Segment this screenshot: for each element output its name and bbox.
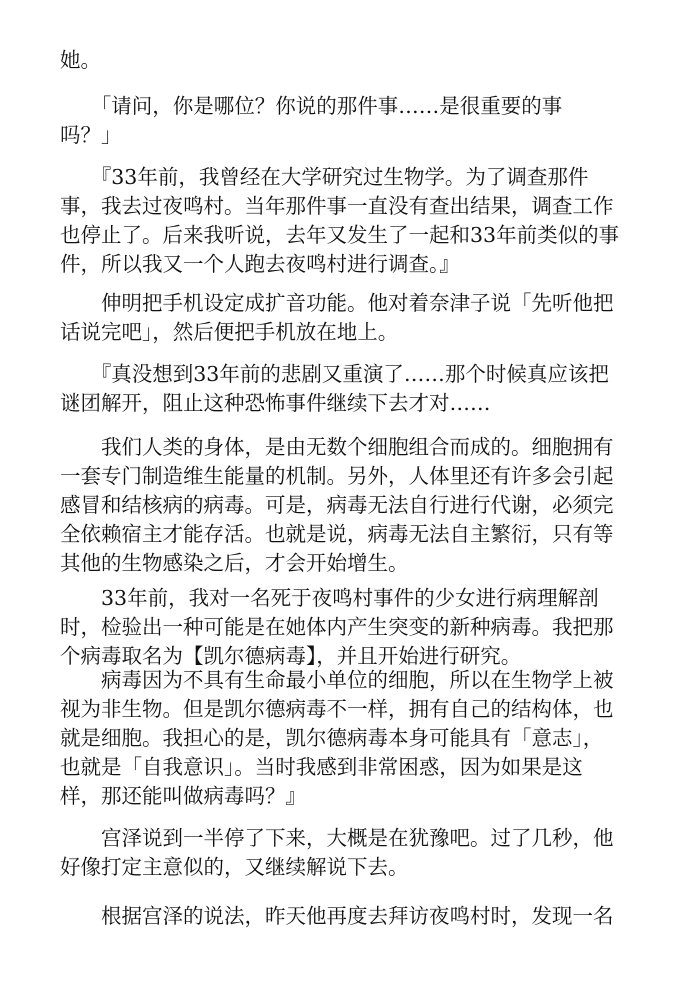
- text-line: 个病毒取名为【凯尔德病毒】，并且开始进行研究。: [60, 644, 522, 668]
- text-line: 谜团解开，阻止这种恐怖事件继续下去才对……: [60, 391, 491, 415]
- paragraph: [60, 360, 640, 418]
- text-line: 一套专门制造维生能量的机制。另外，人体里还有许多会引起: [60, 464, 614, 488]
- text-line: 宫泽说到一半停了下来，大概是在犹豫吧。过了几秒，他: [60, 826, 614, 850]
- text-line: 她。: [60, 48, 101, 72]
- text-line: 33年前，我对一名死于夜鸣村事件的少女进行病理解剖: [60, 586, 599, 610]
- text-line: 我们人类的身体，是由无数个细胞组合而成的。细胞拥有: [60, 435, 614, 459]
- text-line: 视为非生物。但是凯尔德病毒不一样，拥有自己的结构体，也: [60, 697, 614, 721]
- paragraph: [60, 584, 640, 671]
- text-line: 也就是「自我意识」。当时我感到非常困惑，因为如果是这: [60, 755, 583, 779]
- paragraph: [60, 46, 640, 75]
- text-line: 时，检验出一种可能是在她体内产生突变的新种病毒。我把那: [60, 615, 614, 639]
- paragraph: [60, 666, 640, 811]
- text-line: 话说完吧」，然后便把手机放在地上。: [60, 320, 399, 344]
- paragraph: [60, 902, 640, 931]
- text-line: 好像打定主意似的，又继续解说下去。: [60, 855, 409, 879]
- text-line: 伸明把手机设定成扩音功能。他对着奈津子说「先听他把: [60, 291, 614, 315]
- text-line: 就是细胞。我担心的是，凯尔德病毒本身可能具有「意志」，: [60, 726, 604, 750]
- text-line: 病毒因为不具有生命最小单位的细胞，所以在生物学上被: [60, 668, 614, 692]
- text-line: 其他的生物感染之后，才会开始增生。: [60, 551, 409, 575]
- paragraph: [60, 433, 640, 578]
- paragraph: [60, 824, 640, 882]
- text-line: 全依赖宿主才能存活。也就是说，病毒无法自主繁衍，只有等: [60, 522, 614, 546]
- text-line: 吗？」: [60, 123, 122, 147]
- text-line: 件，所以我又一个人跑去夜鸣村进行调查。』: [60, 252, 460, 276]
- text-line: 『真没想到33年前的悲剧又重演了……那个时候真应该把: [60, 362, 609, 386]
- text-line: 「请问，你是哪位？你说的那件事……是很重要的事: [60, 94, 563, 118]
- text-line: 感冒和结核病的病毒。可是，病毒无法自行进行代谢，必须完: [60, 493, 614, 517]
- text-line: 根据宫泽的说法，昨天他再度去拜访夜鸣村时，发现一名: [60, 904, 614, 928]
- text-line: 样，那还能叫做病毒吗？』: [60, 784, 306, 808]
- paragraph: [60, 163, 640, 279]
- text-line: 也停止了。后来我听说，去年又发生了一起和33年前类似的事: [60, 223, 620, 247]
- paragraph: [60, 92, 640, 150]
- paragraph: [60, 289, 640, 347]
- text-line: 『33年前，我曾经在大学研究过生物学。为了调查那件: [60, 165, 589, 189]
- text-line: 事，我去过夜鸣村。当年那件事一直没有查出结果，调查工作: [60, 194, 614, 218]
